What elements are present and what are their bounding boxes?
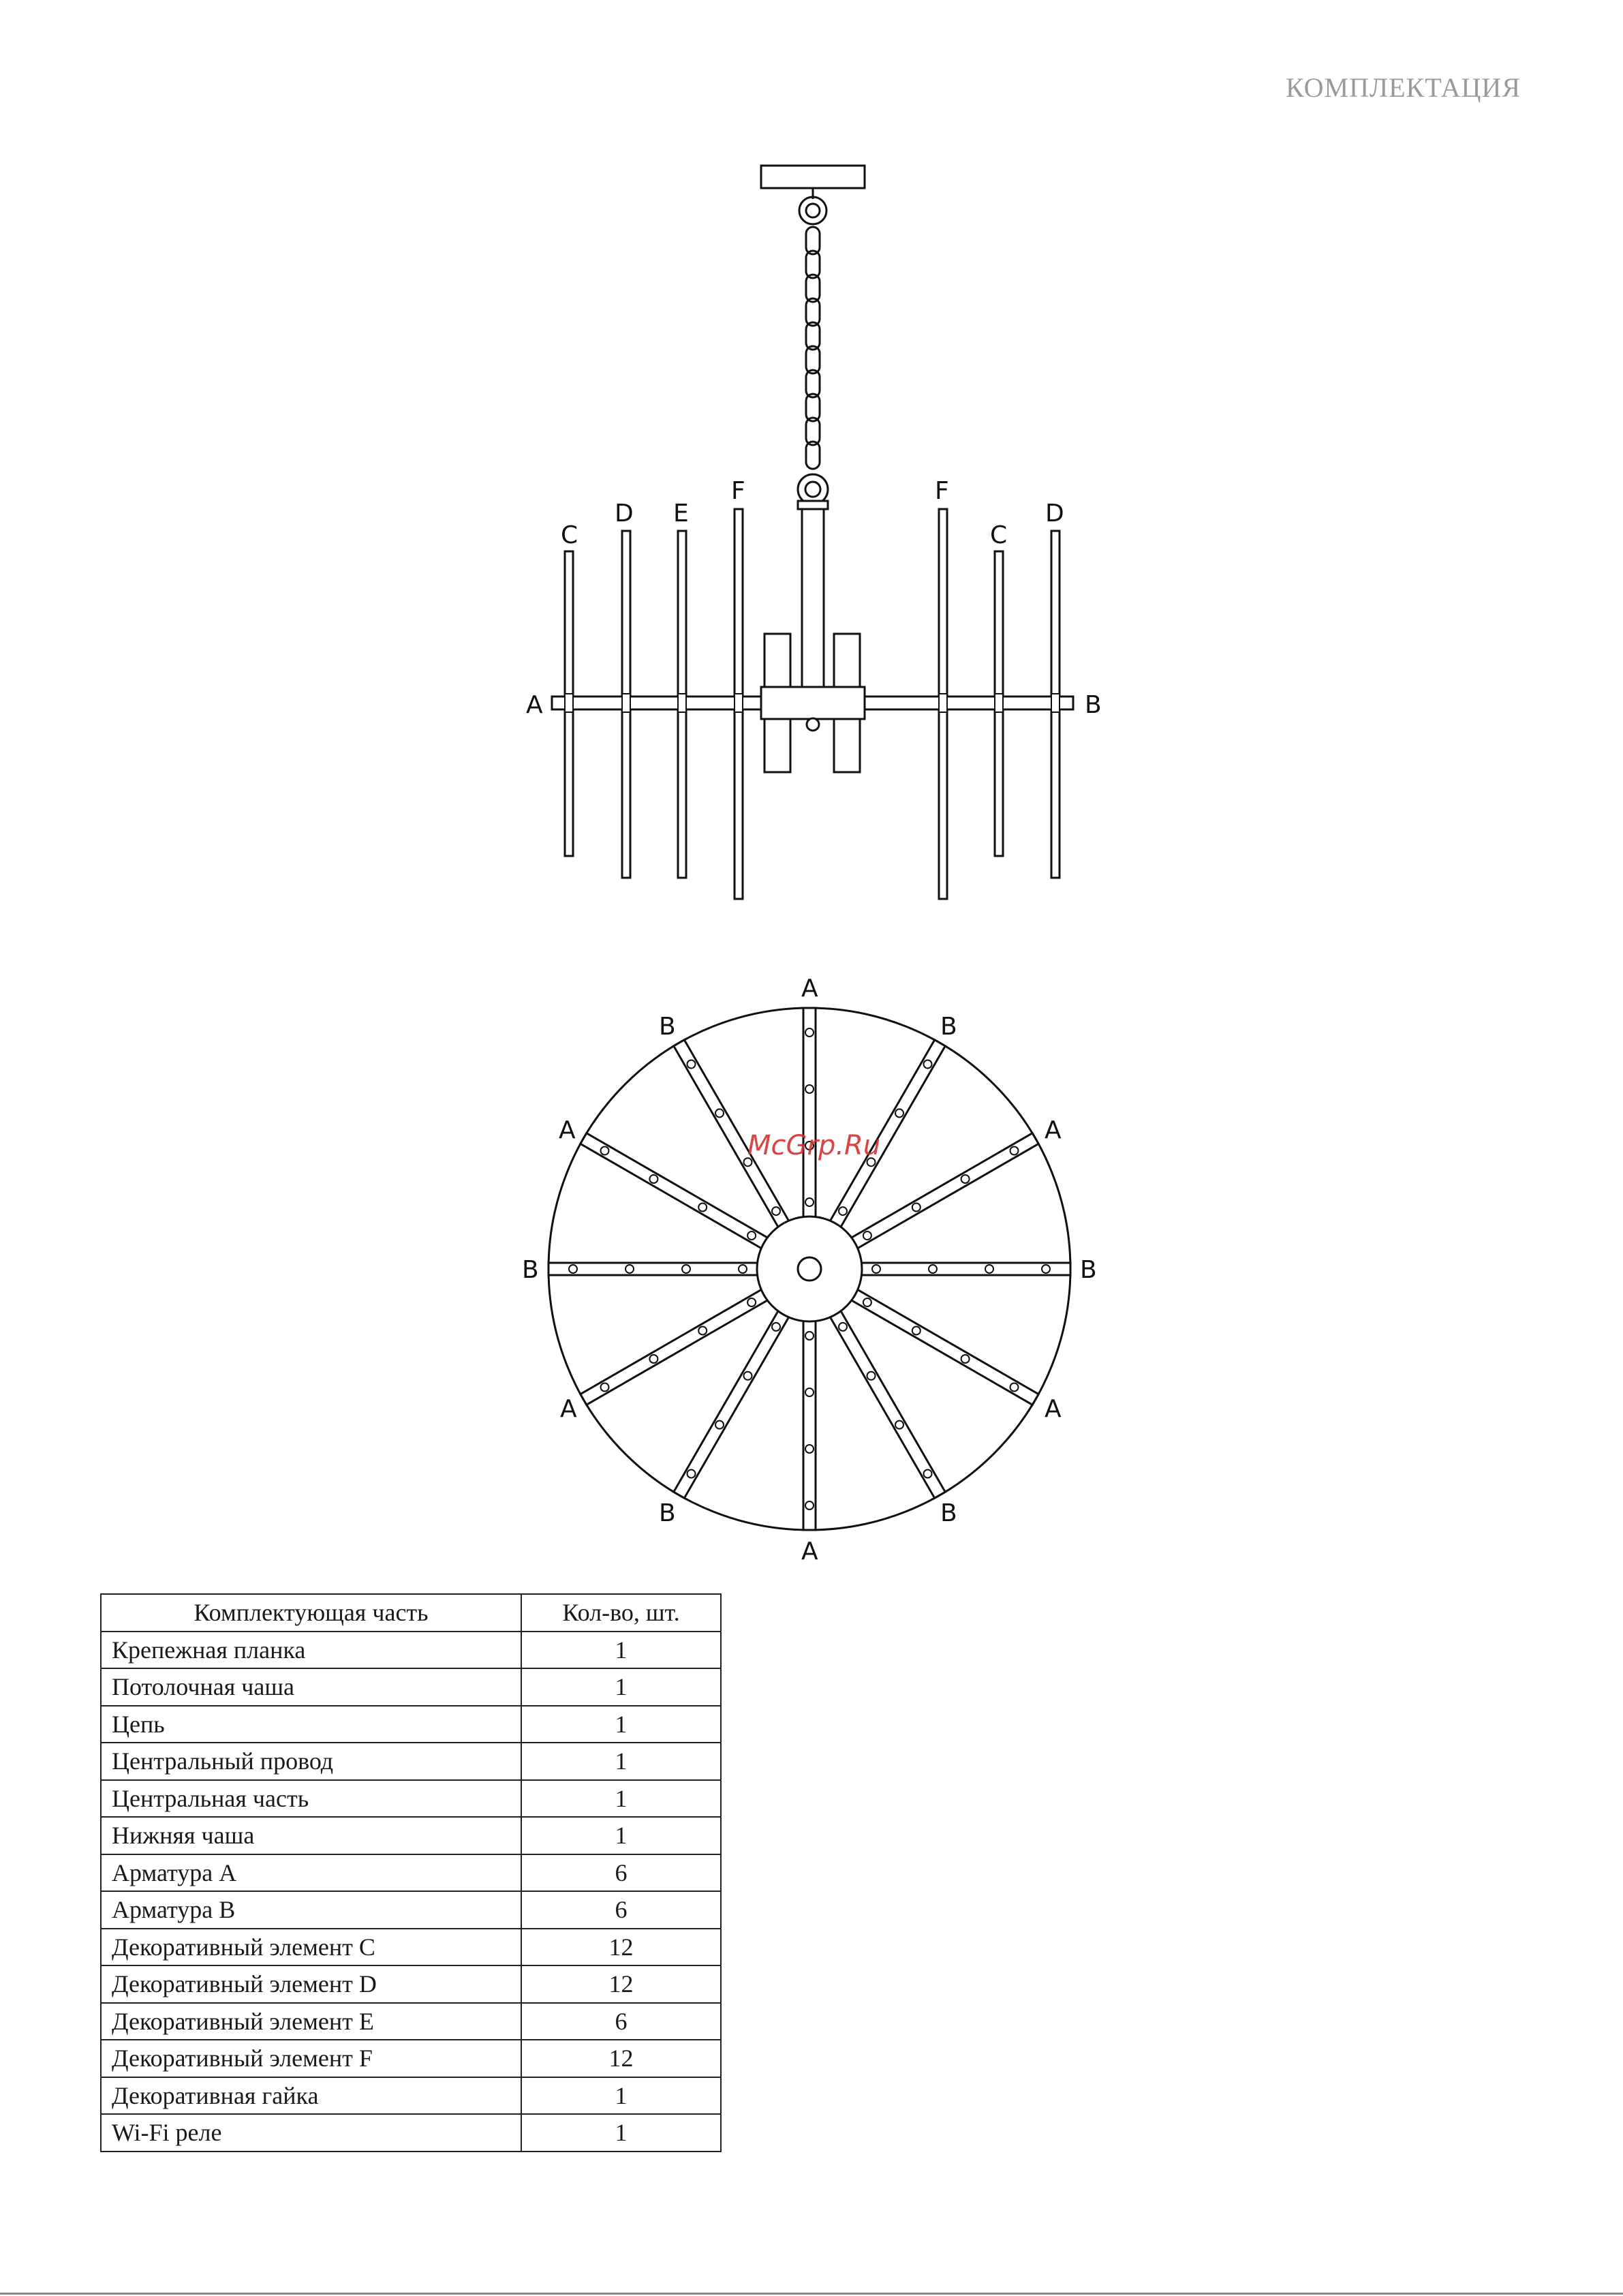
rod-mount-hole <box>682 1265 690 1273</box>
component-qty: 1 <box>521 1817 721 1854</box>
rod-mount-hole <box>805 1085 814 1093</box>
rod-mount-hole <box>805 1501 814 1510</box>
table-row <box>101 1632 721 1669</box>
rod-mount-hole <box>805 1445 814 1453</box>
central-stem <box>802 504 824 687</box>
rod-mount-hole <box>839 1207 847 1215</box>
label-lower-right: A <box>1045 1395 1062 1423</box>
rod-mount-hole <box>715 1421 724 1429</box>
component-name: Нижняя чаша <box>101 1817 521 1854</box>
rod-mount-hole <box>715 1109 724 1117</box>
rod-mount-hole <box>805 1388 814 1396</box>
rod-mount-hole <box>744 1372 752 1380</box>
component-name: Декоративный элемент E <box>101 2003 521 2040</box>
rod-mount-hole <box>867 1372 876 1380</box>
table-row <box>101 2114 721 2152</box>
label-top: A <box>801 975 818 1002</box>
component-qty: 12 <box>521 1929 721 1966</box>
component-qty: 1 <box>521 1668 721 1706</box>
chandelier-top-view <box>0 954 1623 1567</box>
rod-mount-hole <box>649 1355 658 1363</box>
label-c-left: C <box>561 521 578 549</box>
table-row <box>101 2040 721 2077</box>
table-row <box>101 2003 721 2040</box>
arm-spoke <box>850 1263 1070 1275</box>
rod-mount-hole <box>687 1470 696 1478</box>
arm-spoke <box>548 1263 769 1275</box>
component-qty: 12 <box>521 1965 721 2003</box>
label-e-left: E <box>673 500 689 527</box>
label-top-right: B <box>940 1013 957 1041</box>
rod-mount-hole <box>649 1175 658 1183</box>
rod-mount-hole <box>747 1231 756 1240</box>
arm-spoke <box>803 1008 816 1228</box>
rod-mount-hole <box>872 1265 880 1273</box>
component-name: Wi-Fi реле <box>101 2114 521 2152</box>
page-title: КОМПЛЕКТАЦИЯ <box>1285 72 1521 103</box>
component-qty: 1 <box>521 1780 721 1818</box>
label-c-right: C <box>990 521 1008 549</box>
ceiling-plate <box>761 166 865 188</box>
label-upper-left: A <box>559 1116 576 1144</box>
label-upper-right: A <box>1045 1116 1062 1144</box>
arm-spoke <box>803 1310 816 1530</box>
component-name: Арматура B <box>101 1891 521 1929</box>
component-qty: 12 <box>521 2040 721 2077</box>
component-name: Крепежная планка <box>101 1632 521 1669</box>
components-table <box>100 1593 722 2152</box>
hub-center <box>798 1257 821 1281</box>
rod-mount-hole <box>739 1265 747 1273</box>
component-name: Потолочная чаша <box>101 1668 521 1706</box>
table-row <box>101 1668 721 1706</box>
table-row <box>101 1743 721 1780</box>
rod-mount-hole <box>698 1327 707 1335</box>
rod-mount-hole <box>625 1265 634 1273</box>
rod-mount-hole <box>805 1332 814 1340</box>
chandelier-side-view <box>0 0 1623 920</box>
rod-mount-hole <box>805 1198 814 1206</box>
footer-divider <box>0 2293 1623 2295</box>
label-bottom: A <box>801 1537 818 1565</box>
component-qty: 1 <box>521 2114 721 2152</box>
rod-mount-hole <box>895 1109 903 1117</box>
table-row <box>101 1854 721 1892</box>
label-top-left: B <box>659 1013 676 1041</box>
rod-mount-hole <box>929 1265 937 1273</box>
rod-mount-hole <box>772 1323 780 1331</box>
rod-mount-hole <box>863 1231 871 1240</box>
rod-mount-hole <box>961 1175 970 1183</box>
component-qty: 1 <box>521 1632 721 1669</box>
rod-mount-hole <box>961 1355 970 1363</box>
rod-mount-hole <box>1042 1265 1050 1273</box>
rod-mount-hole <box>1010 1147 1019 1155</box>
component-name: Декоративный элемент C <box>101 1929 521 1966</box>
watermark: McGrp.Ru <box>747 1130 881 1161</box>
table-header-row <box>101 1594 721 1632</box>
component-name: Декоративная гайка <box>101 2077 521 2115</box>
label-lower-left: A <box>560 1395 577 1423</box>
table-row <box>101 1706 721 1743</box>
rod-mount-hole <box>772 1207 780 1215</box>
component-qty: 1 <box>521 2077 721 2115</box>
rod-mount-hole <box>912 1327 921 1335</box>
component-qty: 6 <box>521 2003 721 2040</box>
component-qty: 1 <box>521 1706 721 1743</box>
component-name: Декоративный элемент F <box>101 2040 521 2077</box>
chain-ring-top <box>799 197 826 224</box>
label-f-left: F <box>731 477 745 505</box>
rod-mount-hole <box>863 1298 871 1306</box>
label-bottom-left: B <box>659 1499 676 1527</box>
rod-mount-hole <box>805 1028 814 1037</box>
rod-mount-hole <box>569 1265 577 1273</box>
label-right: B <box>1080 1256 1097 1284</box>
component-name: Центральная часть <box>101 1780 521 1818</box>
rod-mount-hole <box>924 1060 932 1069</box>
component-qty: 6 <box>521 1891 721 1929</box>
rod-mount-hole <box>895 1421 903 1429</box>
rod-mount-hole <box>912 1204 921 1212</box>
label-d-left: D <box>615 500 634 527</box>
rod-mount-hole <box>601 1383 609 1392</box>
rod-mount-hole <box>839 1323 847 1331</box>
rod-mount-hole <box>1010 1383 1019 1392</box>
component-name: Цепь <box>101 1706 521 1743</box>
label-bottom-right: B <box>940 1499 957 1527</box>
label-d-right: D <box>1045 500 1064 527</box>
rod-mount-hole <box>747 1298 756 1306</box>
chain-ring-bottom <box>798 474 828 504</box>
table-row <box>101 1929 721 1966</box>
component-name: Декоративный элемент D <box>101 1965 521 2003</box>
table-row <box>101 1780 721 1818</box>
rod-mount-hole <box>601 1147 609 1155</box>
table-row <box>101 1817 721 1854</box>
header-component: Комплектующая часть <box>101 1594 521 1632</box>
table-row <box>101 2077 721 2115</box>
rod-mount-hole <box>698 1204 707 1212</box>
chain <box>806 227 820 469</box>
label-f-right: F <box>935 477 949 505</box>
table-row <box>101 1965 721 2003</box>
rod-mount-hole <box>687 1060 696 1069</box>
header-quantity: Кол-во, шт. <box>521 1594 721 1632</box>
component-name: Центральный провод <box>101 1743 521 1780</box>
component-qty: 6 <box>521 1854 721 1892</box>
rod-mount-hole <box>985 1265 993 1273</box>
label-left: B <box>522 1256 539 1284</box>
label-b: B <box>1085 691 1102 719</box>
component-qty: 1 <box>521 1743 721 1780</box>
central-body <box>761 687 865 719</box>
rod-mount-hole <box>924 1470 932 1478</box>
component-name: Арматура A <box>101 1854 521 1892</box>
label-a: A <box>526 691 543 719</box>
table-row <box>101 1891 721 1929</box>
